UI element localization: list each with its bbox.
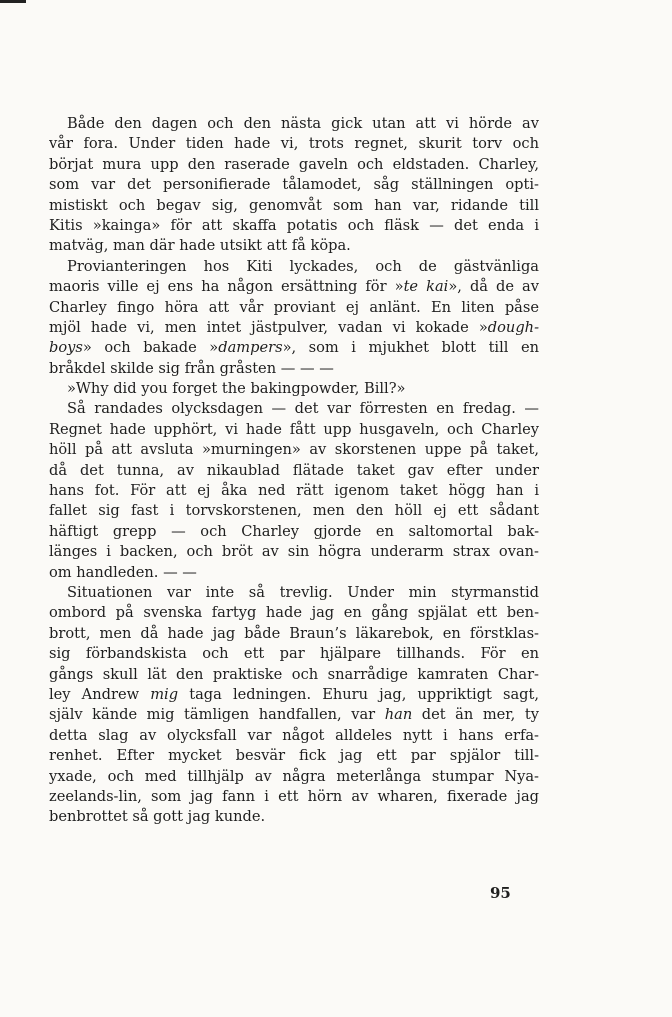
text-segment: om handleden. — —: [49, 563, 197, 581]
text-line: [49, 379, 539, 399]
text-segment: det än mer, ty: [412, 706, 539, 724]
italic-text: han: [384, 706, 413, 724]
text-line: [49, 236, 539, 256]
text-segment: », då de av: [448, 278, 539, 296]
text-line: [49, 787, 539, 807]
text-segment: ombord på svenska fartyg hade jag en gång spjälat ett ben-: [49, 604, 539, 622]
text-segment: ley Andrew: [49, 685, 151, 703]
text-line: [49, 359, 539, 379]
italic-text: te kai: [403, 278, 449, 296]
text-segment: bråkdel skilde sig från gråsten — — —: [49, 359, 334, 377]
text-line: [49, 318, 539, 338]
text-segment: benbrottet så gott jag kunde.: [49, 808, 266, 826]
italic-text: dough-: [487, 318, 539, 336]
text-line: [49, 481, 539, 501]
text-line: [49, 196, 539, 216]
text-segment: maoris ville ej ens ha någon ersättning för »: [49, 278, 404, 296]
text-segment: » och bakade »: [82, 339, 219, 357]
text-segment: höll på att avsluta »murningen» av skorstenen uppe på taket,: [49, 441, 539, 459]
text-line: [49, 603, 539, 623]
text-segment: mjöl hade vi, men intet jästpulver, vadan vi kokade »: [49, 318, 488, 336]
italic-text: dampers: [218, 339, 283, 357]
text-line: [49, 155, 539, 175]
text-line: [49, 583, 539, 603]
text-segment: som var det personifierade tålamodet, såg ställningen opti-: [49, 176, 539, 194]
text-line: [49, 665, 539, 685]
text-line: [49, 624, 539, 644]
text-segment: själv kände mig tämligen handfallen, var: [49, 706, 385, 724]
text-segment: detta slag av olycksfall var något alldeles nytt i hans erfa-: [49, 726, 539, 744]
text-segment: matväg, man där hade utsikt att få köpa.: [49, 237, 351, 255]
text-line: [49, 685, 539, 705]
text-line: [49, 175, 539, 195]
text-segment: brott, men då hade jag både Braun’s läkarebok, en förstklas-: [49, 624, 539, 642]
text-segment: Charley fingo höra att vår proviant ej anlänt. En liten påse: [49, 298, 539, 316]
text-body: [49, 114, 539, 828]
text-line: [49, 705, 539, 725]
text-segment: »Why did you forget the bakingpowder, Bill?»: [67, 380, 406, 398]
text-line: [49, 542, 539, 562]
italic-text: boys: [49, 339, 83, 357]
text-line: [49, 461, 539, 481]
text-segment: hans fot. För att ej åka ned rätt igenom taket högg han i: [49, 482, 539, 500]
text-line: [49, 216, 539, 236]
text-segment: taga ledningen. Ehuru jag, uppriktigt sagt,: [178, 685, 539, 703]
text-line: [49, 522, 539, 542]
text-segment: Både den dagen och den nästa gick utan att vi hörde av: [67, 115, 539, 132]
text-line: [49, 114, 539, 134]
text-segment: Kitis »kainga» för att skaffa potatis och fläsk — det enda i: [49, 216, 539, 234]
text-segment: », som i mjukhet blott till en: [282, 339, 539, 357]
text-line: [49, 134, 539, 154]
text-segment: Regnet hade upphört, vi hade fått upp husgaveln, och Charley: [49, 420, 539, 438]
page-number: 95: [490, 884, 511, 902]
text-line: [49, 338, 539, 358]
text-segment: yxade, och med tillhjälp av några meterlånga stumpar Nya-: [49, 767, 539, 785]
text-segment: sig förbandskista och ett par hjälpare tillhands. För en: [49, 645, 539, 663]
text-segment: börjat mura upp den raserade gaveln och eldstaden. Charley,: [49, 155, 539, 173]
text-segment: Provianteringen hos Kiti lyckades, och de gästvänliga: [67, 257, 539, 275]
text-line: [49, 440, 539, 460]
text-segment: vår fora. Under tiden hade vi, trots regnet, skurit torv och: [49, 135, 539, 153]
text-segment: fallet sig fast i torvskorstenen, men den höll ej ett sådant: [49, 502, 539, 520]
scan-edge-mark: [0, 0, 26, 3]
text-line: [49, 746, 539, 766]
text-segment: zeelands-lin, som jag fann i ett hörn av wharen, fixerade jag: [49, 787, 539, 805]
text-segment: häftigt grepp — och Charley gjorde en saltomortal bak-: [49, 522, 539, 540]
text-segment: Så randades olycksdagen — det var förresten en fredag. —: [67, 400, 539, 418]
text-line: [49, 767, 539, 787]
text-line: [49, 807, 539, 827]
text-line: [49, 277, 539, 297]
text-line: [49, 399, 539, 419]
text-segment: mistiskt och begav sig, genomvåt som han var, ridande till: [49, 196, 539, 214]
text-segment: gångs skull lät den praktiske och snarrådige kamraten Char-: [49, 665, 539, 683]
text-segment: renhet. Efter mycket besvär fick jag ett par spjälor till-: [49, 747, 539, 765]
text-line: [49, 298, 539, 318]
text-line: [49, 257, 539, 277]
text-line: [49, 420, 539, 440]
text-line: [49, 501, 539, 521]
text-line: [49, 644, 539, 664]
text-segment: Situationen var inte så trevlig. Under min styrmanstid: [67, 583, 539, 601]
text-line: [49, 563, 539, 583]
italic-text: mig: [150, 685, 179, 703]
text-segment: länges i backen, och bröt av sin högra underarm strax ovan-: [49, 543, 539, 561]
text-segment: då det tunna, av nikaublad flätade taket gav efter under: [49, 461, 539, 479]
text-line: [49, 726, 539, 746]
